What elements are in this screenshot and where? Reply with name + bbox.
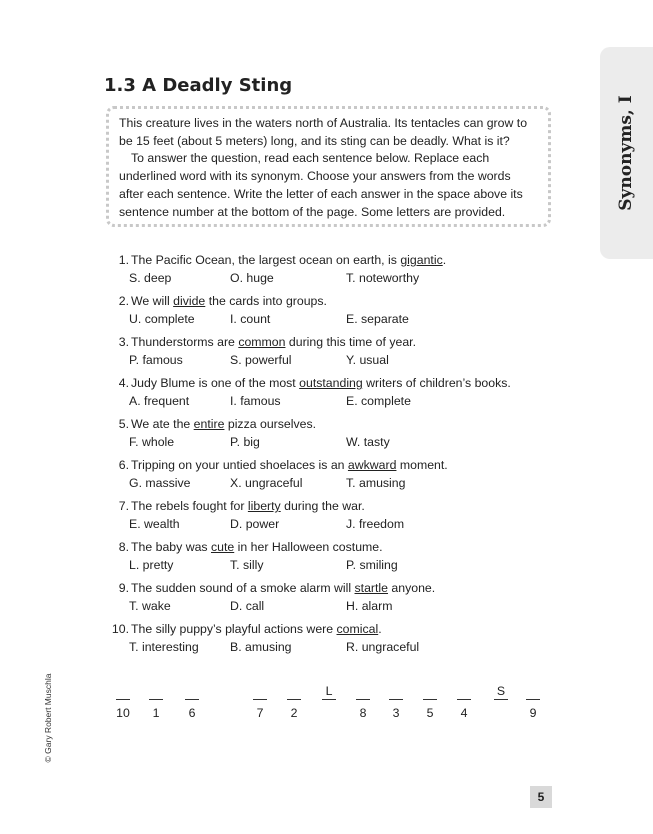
question-text-before: The sudden sound of a smoke alarm will <box>131 581 355 595</box>
answer-option: P. smiling <box>346 558 398 572</box>
question-number: 7. <box>118 499 129 513</box>
blank-number: 5 <box>426 706 434 720</box>
answer-option: S. deep <box>129 271 172 285</box>
question-text-before: The rebels fought for <box>131 499 248 513</box>
underlined-word: comical <box>336 622 379 636</box>
question-number: 6. <box>118 458 129 472</box>
blank-number: 8 <box>359 706 367 720</box>
question-text-after: in her Halloween costume. <box>234 540 383 554</box>
answer-option: Y. usual <box>346 353 389 367</box>
provided-letter: S <box>496 684 506 698</box>
answer-option: P. famous <box>129 353 183 367</box>
provided-letter <box>183 683 201 699</box>
question-text-before: The Pacific Ocean, the largest ocean on earth, is <box>131 253 401 267</box>
page-title: 1.3 A Deadly Sting <box>104 75 293 96</box>
provided-letter <box>354 683 372 699</box>
question-text-before: We ate the <box>131 417 194 431</box>
answer-option: D. power <box>230 517 280 531</box>
intro-directions: To answer the question, read each sentence below. Replace each underlined word with its synonym. Choose your answers from the words after each sentence. Write the letter of each answer in the space above its sentence number at the bottom of the page. Some letters are provided. <box>119 151 523 219</box>
answer-option: I. count <box>230 312 271 326</box>
question-text-after: moment. <box>396 458 448 472</box>
blank-line <box>116 699 130 700</box>
answer-option: I. famous <box>230 394 281 408</box>
blank-number: 10 <box>116 706 130 720</box>
underlined-word: outstanding <box>299 376 363 390</box>
answer-option: E. separate <box>346 312 409 326</box>
question-text-after: the cards into groups. <box>205 294 327 308</box>
answer-option: F. whole <box>129 435 175 449</box>
answer-option: T. noteworthy <box>346 271 420 285</box>
blank-line <box>287 699 301 700</box>
underlined-word: entire <box>193 417 225 431</box>
underlined-word: cute <box>210 540 235 554</box>
question-text-before: The baby was <box>131 540 211 554</box>
answer-option: S. powerful <box>230 353 292 367</box>
answer-option: R. ungraceful <box>346 640 420 654</box>
answer-option: J. freedom <box>346 517 405 531</box>
blank-number: 3 <box>392 706 400 720</box>
question-number: 3. <box>118 335 129 349</box>
question-number: 5. <box>118 417 129 431</box>
provided-letter <box>251 683 269 699</box>
underlined-word: liberty <box>247 499 281 513</box>
provided-letter <box>147 683 165 699</box>
blank-line <box>185 699 199 700</box>
question-text-before: We will <box>131 294 174 308</box>
blank-line <box>494 699 508 700</box>
blank-number <box>320 705 338 721</box>
question-text-after: anyone. <box>388 581 436 595</box>
provided-letter <box>114 683 132 699</box>
underlined-word: awkward <box>347 458 397 472</box>
answer-option: T. amusing <box>346 476 406 490</box>
underlined-word: startle <box>354 581 389 595</box>
question-text-after: . <box>442 253 447 267</box>
provided-letter <box>455 683 473 699</box>
question-number: 8. <box>118 540 129 554</box>
provided-letter <box>285 683 303 699</box>
answer-option: X. ungraceful <box>230 476 303 490</box>
blank-line <box>457 699 471 700</box>
question-text-before: The silly puppy’s playful actions were <box>131 622 337 636</box>
question-text-before: Tripping on your untied shoelaces is an <box>131 458 348 472</box>
blank-line <box>389 699 403 700</box>
provided-letter <box>387 683 405 699</box>
answer-option: U. complete <box>129 312 195 326</box>
question-text-after: writers of children’s books. <box>362 376 511 390</box>
question-text-after: pizza ourselves. <box>224 417 317 431</box>
answer-option: H. alarm <box>346 599 393 613</box>
answer-option: G. massive <box>129 476 191 490</box>
answer-option: O. huge <box>230 271 274 285</box>
section-tab-label: Synonyms, I <box>616 95 636 211</box>
answer-option: P. big <box>230 435 260 449</box>
question-number: 10. <box>111 622 129 636</box>
answer-option: T. wake <box>129 599 171 613</box>
copyright-notice: © Gary Robert Muschla <box>43 673 53 763</box>
blank-line <box>423 699 437 700</box>
blank-line <box>149 699 163 700</box>
provided-letter <box>421 683 439 699</box>
blank-line <box>526 699 540 700</box>
blank-number: 6 <box>188 706 196 720</box>
question-number: 2. <box>118 294 129 308</box>
blank-line <box>253 699 267 700</box>
blank-number: 2 <box>290 706 298 720</box>
question-text-before: Thunderstorms are <box>131 335 239 349</box>
answer-option: B. amusing <box>230 640 292 654</box>
blank-line <box>356 699 370 700</box>
answer-option: L. pretty <box>129 558 174 572</box>
intro-riddle: This creature lives in the waters north of Australia. Its tentacles can grow to be 15 feet (about 5 meters) long, and its sting can be deadly. What is it? <box>119 116 528 148</box>
answer-option: E. wealth <box>129 517 180 531</box>
underlined-word: divide <box>173 294 206 308</box>
question-text-before: Judy Blume is one of the most <box>131 376 300 390</box>
underlined-word: common <box>238 335 286 349</box>
blank-line <box>322 699 336 700</box>
provided-letter <box>524 683 542 699</box>
question-text-after: . <box>378 622 382 636</box>
question-number: 4. <box>118 376 129 390</box>
blank-number <box>492 705 510 721</box>
blank-number: 9 <box>529 706 537 720</box>
blank-number: 1 <box>152 706 160 720</box>
answer-option: D. call <box>230 599 265 613</box>
blank-number: 4 <box>460 706 468 720</box>
question-number: 1. <box>118 253 129 267</box>
answer-option: W. tasty <box>346 435 390 449</box>
question-text-after: during this time of year. <box>285 335 417 349</box>
page-number: 5 <box>530 786 552 808</box>
blank-number: 7 <box>256 706 264 720</box>
question-number: 9. <box>118 581 129 595</box>
answer-option: T. silly <box>230 558 264 572</box>
answer-option: T. interesting <box>129 640 199 654</box>
answer-option: A. frequent <box>129 394 190 408</box>
question-text-after: during the war. <box>280 499 365 513</box>
provided-letter: L <box>325 684 333 698</box>
answer-option: E. complete <box>346 394 411 408</box>
underlined-word: gigantic <box>400 253 443 267</box>
